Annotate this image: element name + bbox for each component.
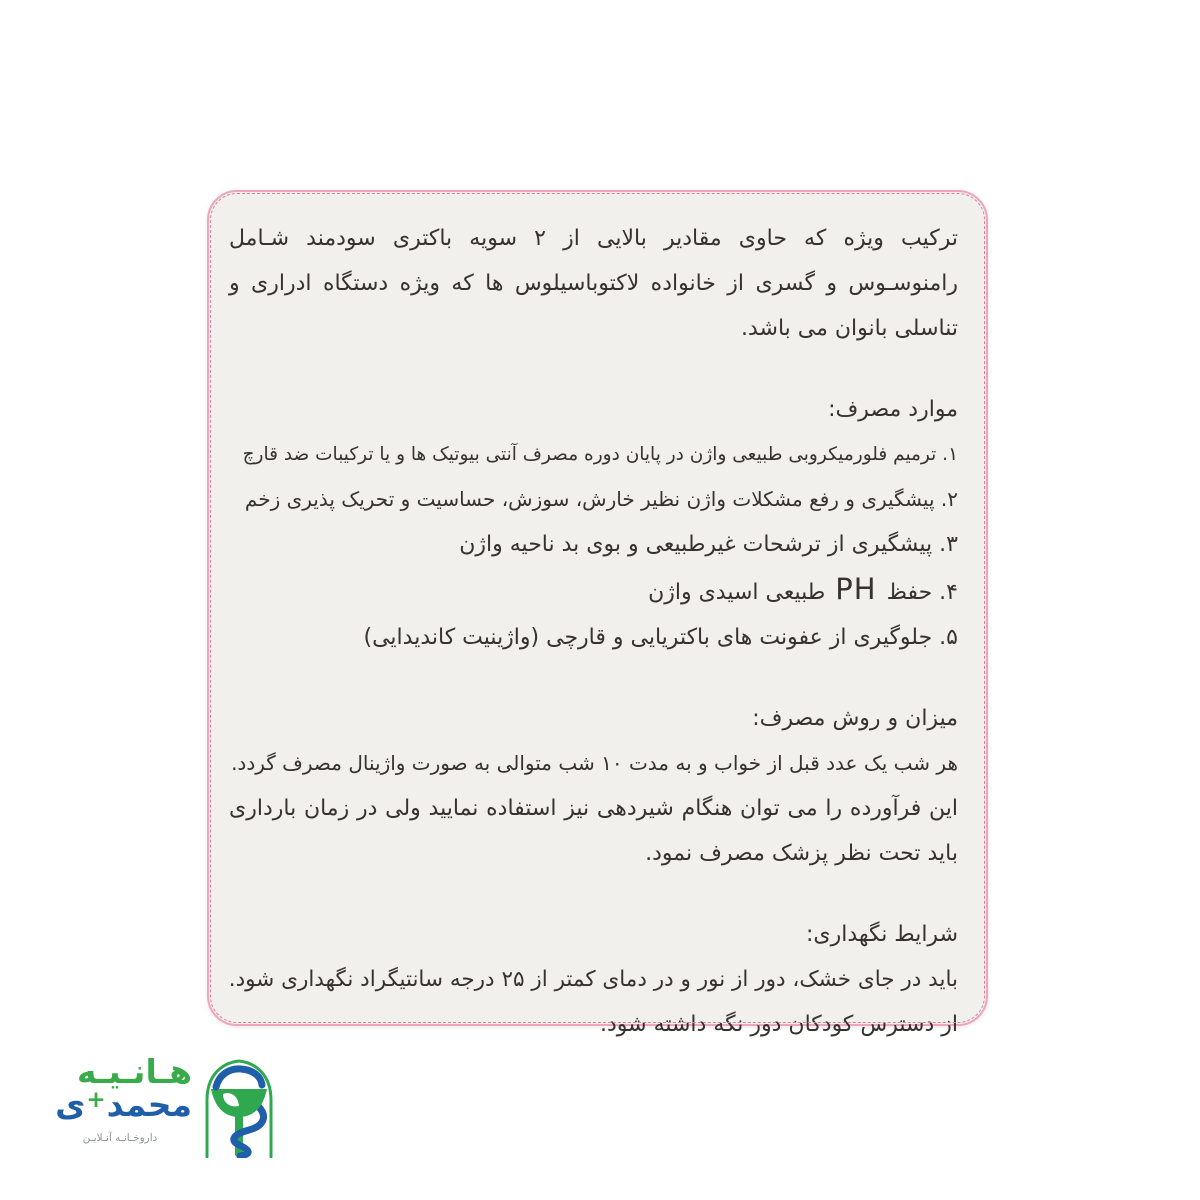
uses-item-5: ۵. جلوگیری از عفونت های باکتریایی و قارچی (واژینیت کاندیدایی) xyxy=(363,625,958,650)
pharmacy-name-first: هـانـیـه xyxy=(77,1052,192,1091)
plus-icon: + xyxy=(86,1087,106,1113)
pharmacy-bowl-snake-icon xyxy=(200,1056,278,1158)
pharmacy-name-last-letter: ی xyxy=(55,1085,86,1124)
pharmacy-tagline: داروخـانـه آنـلایـن xyxy=(82,1132,158,1144)
leaflet-card xyxy=(207,190,988,1037)
uses-item-1: ۱. ترمیم فلورمیکروبی طبیعی واژن در پایان دوره مصرف آنتی بیوتیک ها و یا ترکیبات ضد قارچ xyxy=(242,444,958,465)
uses-item-4-suffix: طبیعی اسیدی واژن xyxy=(648,580,826,605)
intro-paragraph: ترکیب ویژه که حاوی مقادیر بالایی از ۲ سویه باکتری سودمند شـامل رامنوسـوس و گسری از خانواده لاکتوباسیلوس ها که ویژه دستگاه ادراری و تناسلی بانوان می باشد. xyxy=(229,226,958,341)
dosage-line-1: هر شب یک عدد قبل از خواب و به مدت ۱۰ شب متوالی به صورت واژینال مصرف گردد. xyxy=(231,751,958,775)
storage-line-2: از دسترس کودکان دور نگه داشته شود. xyxy=(599,1012,958,1037)
uses-item-4 xyxy=(229,567,958,615)
uses-item-2: ۲. پیشگیری و رفع مشکلات واژن نظیر خارش، سوزش، حساسیت و تحریک پذیری زخم xyxy=(244,487,958,511)
storage-line-1: باید در جای خشک، دور از نور و در دمای کمتر از ۲۵ درجه سانتیگراد نگهداری شود. xyxy=(229,967,958,992)
pharmacy-name-last-part: محمد xyxy=(106,1085,192,1124)
pharmacy-logo xyxy=(50,1052,278,1158)
storage-heading: شرایط نگهداری: xyxy=(805,922,958,947)
dosage-heading: میزان و روش مصرف: xyxy=(752,706,958,731)
pharmacy-name-last xyxy=(50,1087,192,1127)
ph-label: PH xyxy=(835,572,877,606)
uses-item-3: ۳. پیشگیری از ترشحات غیرطبیعی و بوی بد ناحیه واژن xyxy=(459,532,958,557)
uses-heading: موارد مصرف: xyxy=(828,397,958,422)
pharmacy-logo-text xyxy=(50,1052,192,1145)
leaflet-card-content xyxy=(209,192,986,1037)
uses-item-4-prefix: ۴. حفظ xyxy=(886,580,958,605)
dosage-paragraph: این فرآورده را می توان هنگام شیردهی نیز استفاده نمایید ولی در زمان بارداری باید تحت نظر پزشک مصرف نمود. xyxy=(229,796,958,866)
